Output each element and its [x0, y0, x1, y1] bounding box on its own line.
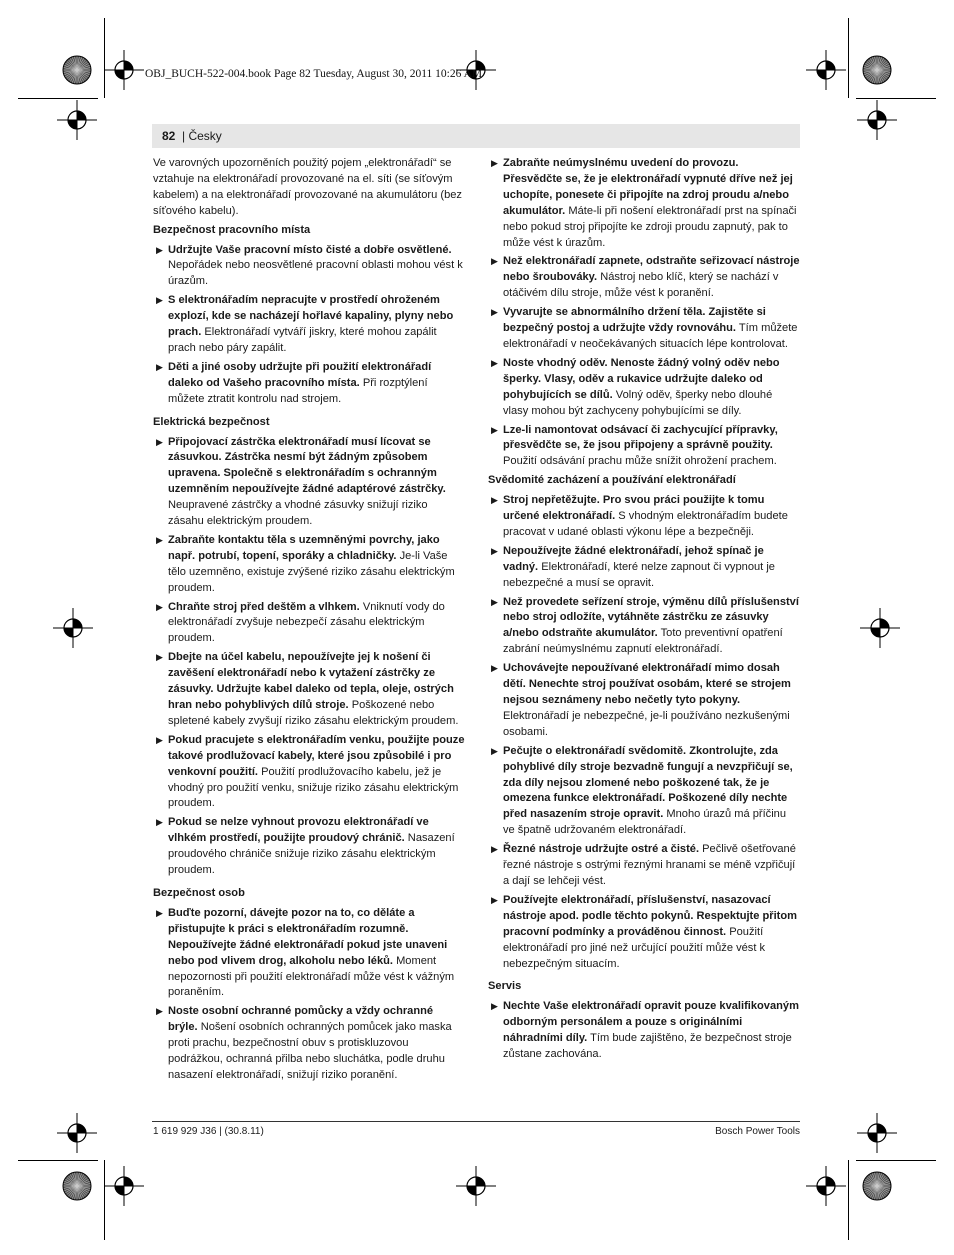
list-item	[488, 156, 800, 251]
bullet-arrow-icon: ▶	[491, 256, 498, 267]
section-heading: Svědomité zacházení a používání elektronářadí	[488, 474, 736, 487]
item-explanation: Použití odsávání prachu může snížit ohrožení prachem.	[503, 455, 777, 468]
bullet-arrow-icon: ▶	[491, 596, 498, 607]
print-header: OBJ_BUCH-522-004.book Page 82 Tuesday, August 30, 2011 10:26 AM	[145, 68, 483, 80]
item-explanation: Mnoho úrazů má příčinu ve špatně udržovaném elektronářadí.	[503, 808, 787, 837]
item-instruction: Udržujte Vaše pracovní místo čisté a dobře osvětlené.	[168, 243, 452, 256]
item-explanation: Použití elektronářadí pro jiné než určující použití může vést k nebezpečným situacím.	[503, 925, 766, 970]
registration-target-icon	[806, 50, 846, 90]
section-heading: Elektrická bezpečnost	[153, 415, 270, 428]
crop-mark	[856, 98, 936, 99]
registration-target-icon	[53, 608, 93, 648]
item-instruction: Pokud se nelze vyhnout provozu elektronářadí ve vlhkém prostředí, použijte proudový chránič.	[168, 816, 429, 845]
bullet-arrow-icon: ▶	[491, 745, 498, 756]
page-number: 82	[162, 129, 176, 143]
item-explanation: Nasazení proudového chrániče snižuje riziko zásahu elektrickým proudem.	[168, 832, 455, 877]
intro-paragraph: Ve varovných upozorněních použitý pojem „elektronářadí“ se vztahuje na elektronářadí provozované na el. síti (se síťovým kabelem) a na elektronářadí provozované na akumulátoru (bez síťového kabelu).	[153, 157, 462, 217]
list-item	[153, 435, 465, 530]
item-explanation: Je-li Vaše tělo uzemněno, existuje zvýšené riziko zásahu elektrickým proudem.	[168, 549, 455, 594]
list-item	[488, 893, 800, 973]
bullet-arrow-icon: ▶	[156, 436, 163, 447]
list-item	[488, 305, 800, 353]
bullet-arrow-icon: ▶	[156, 601, 163, 612]
bullet-arrow-icon: ▶	[491, 424, 498, 435]
registration-target-icon	[857, 100, 897, 140]
item-instruction: Zabraňte kontaktu těla s uzemněnými povrchy, jako např. potrubí, topení, sporáky a chladničky.	[168, 533, 440, 562]
item-instruction: Než elektronářadí zapnete, odstraňte seřizovací nástroje nebo šroubováky.	[503, 255, 800, 284]
item-instruction: Noste vhodný oděv. Nenoste žádný volný oděv nebo šperky. Vlasy, oděv a rukavice udržujte daleko od pohybujících se dílů.	[503, 356, 780, 401]
list-item	[153, 360, 465, 408]
item-instruction: Uchovávejte nepoužívané elektronářadí mimo dosah dětí. Nenechte stroj používat osobám, které se strojem nejsou seznámeny nebo nečetly tyto pokyny.	[503, 662, 791, 706]
footer-rule	[152, 1121, 800, 1122]
list-item	[153, 600, 465, 648]
registration-target-icon	[57, 100, 97, 140]
crop-mark	[856, 1160, 936, 1161]
item-instruction: Dbejte na účel kabelu, nepoužívejte jej k nošení či zavěšení elektronářadí nebo k vytažení zástrčky ze zásuvky. Udržujte kabel daleko od tepla, oleje, ostrých hran nebo pohyblivých dílů stroje.	[168, 651, 454, 711]
left-column	[153, 156, 465, 1087]
item-explanation: Tím můžete elektronářadí v neočekávaných situacích lépe kontrolovat.	[503, 322, 798, 350]
bullet-arrow-icon: ▶	[491, 545, 498, 556]
list-item	[488, 661, 800, 741]
item-instruction: Noste osobní ochranné pomůcky a vždy ochranné brýle.	[168, 1005, 434, 1034]
item-explanation: Neupravené zástrčky a vhodné zásuvky snižují riziko zásahu elektrickým proudem.	[168, 499, 428, 528]
item-instruction: Zabraňte neúmyslnému uvedení do provozu. Přesvědčte se, že je elektronářadí vypnuté dříve než jej uchopíte, ponesete či připojíte na zdroj proudu a/nebo akumulátor.	[503, 157, 793, 217]
item-instruction: Řezné nástroje udržujte ostré a čisté.	[503, 843, 700, 856]
bullet-arrow-icon: ▶	[156, 907, 163, 918]
registration-target-icon	[57, 1113, 97, 1153]
item-instruction: Stroj nepřetěžujte. Pro svou práci použijte k tomu určené elektronářadí.	[503, 494, 765, 523]
item-explanation: Poškozené nebo spletené kabely zvyšují riziko zásahu elektrickým proudem.	[168, 699, 459, 727]
list-item	[488, 493, 800, 541]
list-item	[153, 243, 465, 291]
registration-target-icon	[806, 1166, 846, 1206]
section-heading: Bezpečnost pracovního místa	[153, 223, 311, 236]
footer-brand: Bosch Power Tools	[715, 1126, 800, 1137]
item-instruction: Pokud pracujete s elektronářadím venku, použijte pouze takové prodlužovací kabely, které jsou způsobilé i pro venkovní použití.	[168, 733, 465, 778]
page-header-bar	[152, 124, 800, 148]
registration-star-icon	[62, 55, 92, 85]
item-instruction: Lze-li namontovat odsávací či zachycující přípravky, přesvědčte se, že jsou připojeny a správně použity.	[503, 423, 778, 452]
bullet-arrow-icon: ▶	[156, 534, 163, 545]
item-instruction: Než provedete seřízení stroje, výměnu dílů příslušenství nebo stroj odložíte, vytáhněte zástrčku ze zásuvky a/nebo odstraňte akumulátor.	[503, 595, 799, 640]
item-explanation: Vniknutí vody do elektronářadí zvyšuje nebezpečí zásahu elektrickým proudem.	[168, 600, 445, 645]
registration-target-icon	[860, 608, 900, 648]
bullet-arrow-icon: ▶	[156, 244, 163, 255]
item-instruction: Nechte Vaše elektronářadí opravit pouze kvalifikovaným odborným personálem a pouze s originálními náhradními díly.	[503, 1000, 799, 1045]
section-heading: Bezpečnost osob	[153, 886, 245, 899]
item-instruction: Nepoužívejte žádné elektronářadí, jehož spínač je vadný.	[503, 544, 764, 573]
right-sections	[488, 473, 800, 1063]
item-explanation: Elektronářadí vytváří jiskry, které mohou zapálit prach nebo páry zapálit.	[168, 326, 437, 354]
crop-mark	[18, 1160, 98, 1161]
item-explanation: Moment nepozornosti při použití elektronářadí může vést k vážným poraněním.	[168, 954, 455, 999]
item-explanation: Máte-li při nošení elektronářadí prst na spínači nebo pokud stroj připojíte ke zdroji proudu zapnutý, pak to může vést k úrazům.	[503, 204, 797, 249]
bullet-arrow-icon: ▶	[156, 361, 163, 372]
registration-star-icon	[862, 55, 892, 85]
item-instruction: Připojovací zástrčka elektronářadí musí lícovat se zásuvkou. Zástrčka nesmí být žádným způsobem upravena. Společně s elektronářadím s ochranným uzemněním nepoužívejte žádné adaptérové zástrčky.	[168, 435, 446, 496]
item-explanation: S vhodným elektronářadím budete pracovat v udané oblasti výkonu lépe a bezpečněji.	[503, 510, 788, 538]
crop-mark	[848, 18, 849, 98]
item-explanation: Tím bude zajištěno, že bezpečnost stroje zůstane zachována.	[503, 1032, 792, 1061]
page-language: | Česky	[182, 129, 222, 143]
bullet-arrow-icon: ▶	[156, 817, 163, 828]
item-explanation: Použití prodlužovacího kabelu, jež je vhodný pro použití venku, snižuje riziko zásahu elektrickým proudem.	[168, 765, 459, 810]
item-explanation: Pečlivě ošetřované řezné nástroje s ostrými řeznými hranami se méně vzpřičují a dají se lehčeji vést.	[503, 843, 796, 887]
list-item	[488, 356, 800, 420]
footer-doc-code: 1 619 929 J36 | (30.8.11)	[153, 1126, 264, 1137]
list-item	[153, 533, 465, 597]
crop-mark	[104, 1160, 105, 1240]
list-item	[488, 595, 800, 659]
item-explanation: Toto preventivní opatření zabrání neúmyslnému zapnutí elektronářadí.	[503, 627, 783, 656]
list-item	[153, 1004, 465, 1084]
bullet-arrow-icon: ▶	[491, 307, 498, 318]
bullet-arrow-icon: ▶	[156, 295, 163, 306]
item-explanation: Nošení osobních ochranných pomůcek jako maska proti prachu, bezpečnostní obuv s protiskluzovou podrážkou, ochranná přilba nebo sluchátka, podle druhu nasazení elektronářadí, snižují riziko poranění.	[168, 1021, 452, 1081]
list-item	[488, 254, 800, 302]
registration-target-icon	[104, 1166, 144, 1206]
crop-mark	[18, 98, 98, 99]
item-explanation: Volný oděv, šperky nebo dlouhé vlasy mohou být zachyceny pohybujícími se díly.	[503, 388, 773, 417]
item-explanation: Nepořádek nebo neosvětlené pracovní oblasti mohou vést k úrazům.	[168, 259, 463, 288]
list-item	[153, 815, 465, 879]
item-instruction: Používejte elektronářadí, příslušenství, nasazovací nástroje apod. podle těchto pokynů. Respektujte přitom pracovní podmínky a prováděnou činnost.	[503, 893, 798, 938]
left-sections	[153, 223, 465, 1084]
bullet-arrow-icon: ▶	[491, 357, 498, 368]
list-item	[488, 544, 800, 592]
bullet-arrow-icon: ▶	[491, 894, 498, 905]
registration-star-icon	[862, 1171, 892, 1201]
bullet-arrow-icon: ▶	[491, 495, 498, 506]
crop-mark	[848, 1160, 849, 1240]
registration-target-icon	[104, 50, 144, 90]
item-instruction: Vyvarujte se abnormálního držení těla. Zajistěte si bezpečný postoj a udržujte vždy rovnováhu.	[503, 306, 766, 335]
right-lead-items	[488, 156, 800, 470]
list-item	[153, 293, 465, 357]
bullet-arrow-icon: ▶	[156, 734, 163, 745]
section-heading: Servis	[488, 980, 522, 993]
item-instruction: Chraňte stroj před deštěm a vlhkem.	[168, 600, 360, 613]
bullet-arrow-icon: ▶	[491, 1001, 498, 1012]
item-explanation: Nástroj nebo klíč, který se nachází v otáčivém dílu stroje, může vést k poranění.	[503, 271, 779, 300]
list-item	[153, 906, 465, 1001]
item-explanation: Při rozptýlení můžete ztratit kontrolu nad strojem.	[168, 376, 428, 405]
item-instruction: S elektronářadím nepracujte v prostředí ohroženém explozí, kde se nacházejí hořlavé kapaliny, plyny nebo prach.	[168, 294, 454, 339]
registration-target-icon	[857, 1113, 897, 1153]
list-item	[488, 744, 800, 839]
right-column	[488, 156, 800, 1066]
item-explanation: Elektronářadí je nebezpečné, je-li používáno nezkušenými osobami.	[503, 709, 790, 738]
bullet-arrow-icon: ▶	[491, 663, 498, 674]
list-item	[153, 650, 465, 730]
item-instruction: Buďte pozorní, dávejte pozor na to, co děláte a přistupujte k práci s elektronářadím rozumně. Nepoužívejte žádné elektronářadí pokud jste unaveni nebo pod vlivem drog, alkoholu nebo léků.	[168, 906, 448, 967]
item-explanation: Elektronářadí, které nelze zapnout či vypnout je nebezpečné a musí se opravit.	[503, 560, 775, 589]
bullet-arrow-icon: ▶	[156, 652, 163, 663]
item-instruction: Pečujte o elektronářadí svědomitě. Zkontrolujte, zda pohyblivé díly stroje bezvadně fungují a nevzpřičují se, zda díly nejsou zlomené nebo poškozené tak, že je omezena funkce elektronářadí. Poškozené díly nechte před nasazením stroje opravit.	[503, 744, 793, 821]
registration-target-icon	[456, 1166, 496, 1206]
list-item	[153, 733, 465, 813]
bullet-arrow-icon: ▶	[491, 158, 498, 168]
bullet-arrow-icon: ▶	[156, 1006, 163, 1017]
list-item	[488, 423, 800, 471]
item-instruction: Děti a jiné osoby udržujte při použití elektronářadí daleko od Vašeho pracovního místa.	[168, 360, 432, 389]
list-item	[488, 842, 800, 890]
list-item	[488, 999, 800, 1063]
bullet-arrow-icon: ▶	[491, 844, 498, 855]
crop-mark	[104, 18, 105, 98]
registration-star-icon	[62, 1171, 92, 1201]
